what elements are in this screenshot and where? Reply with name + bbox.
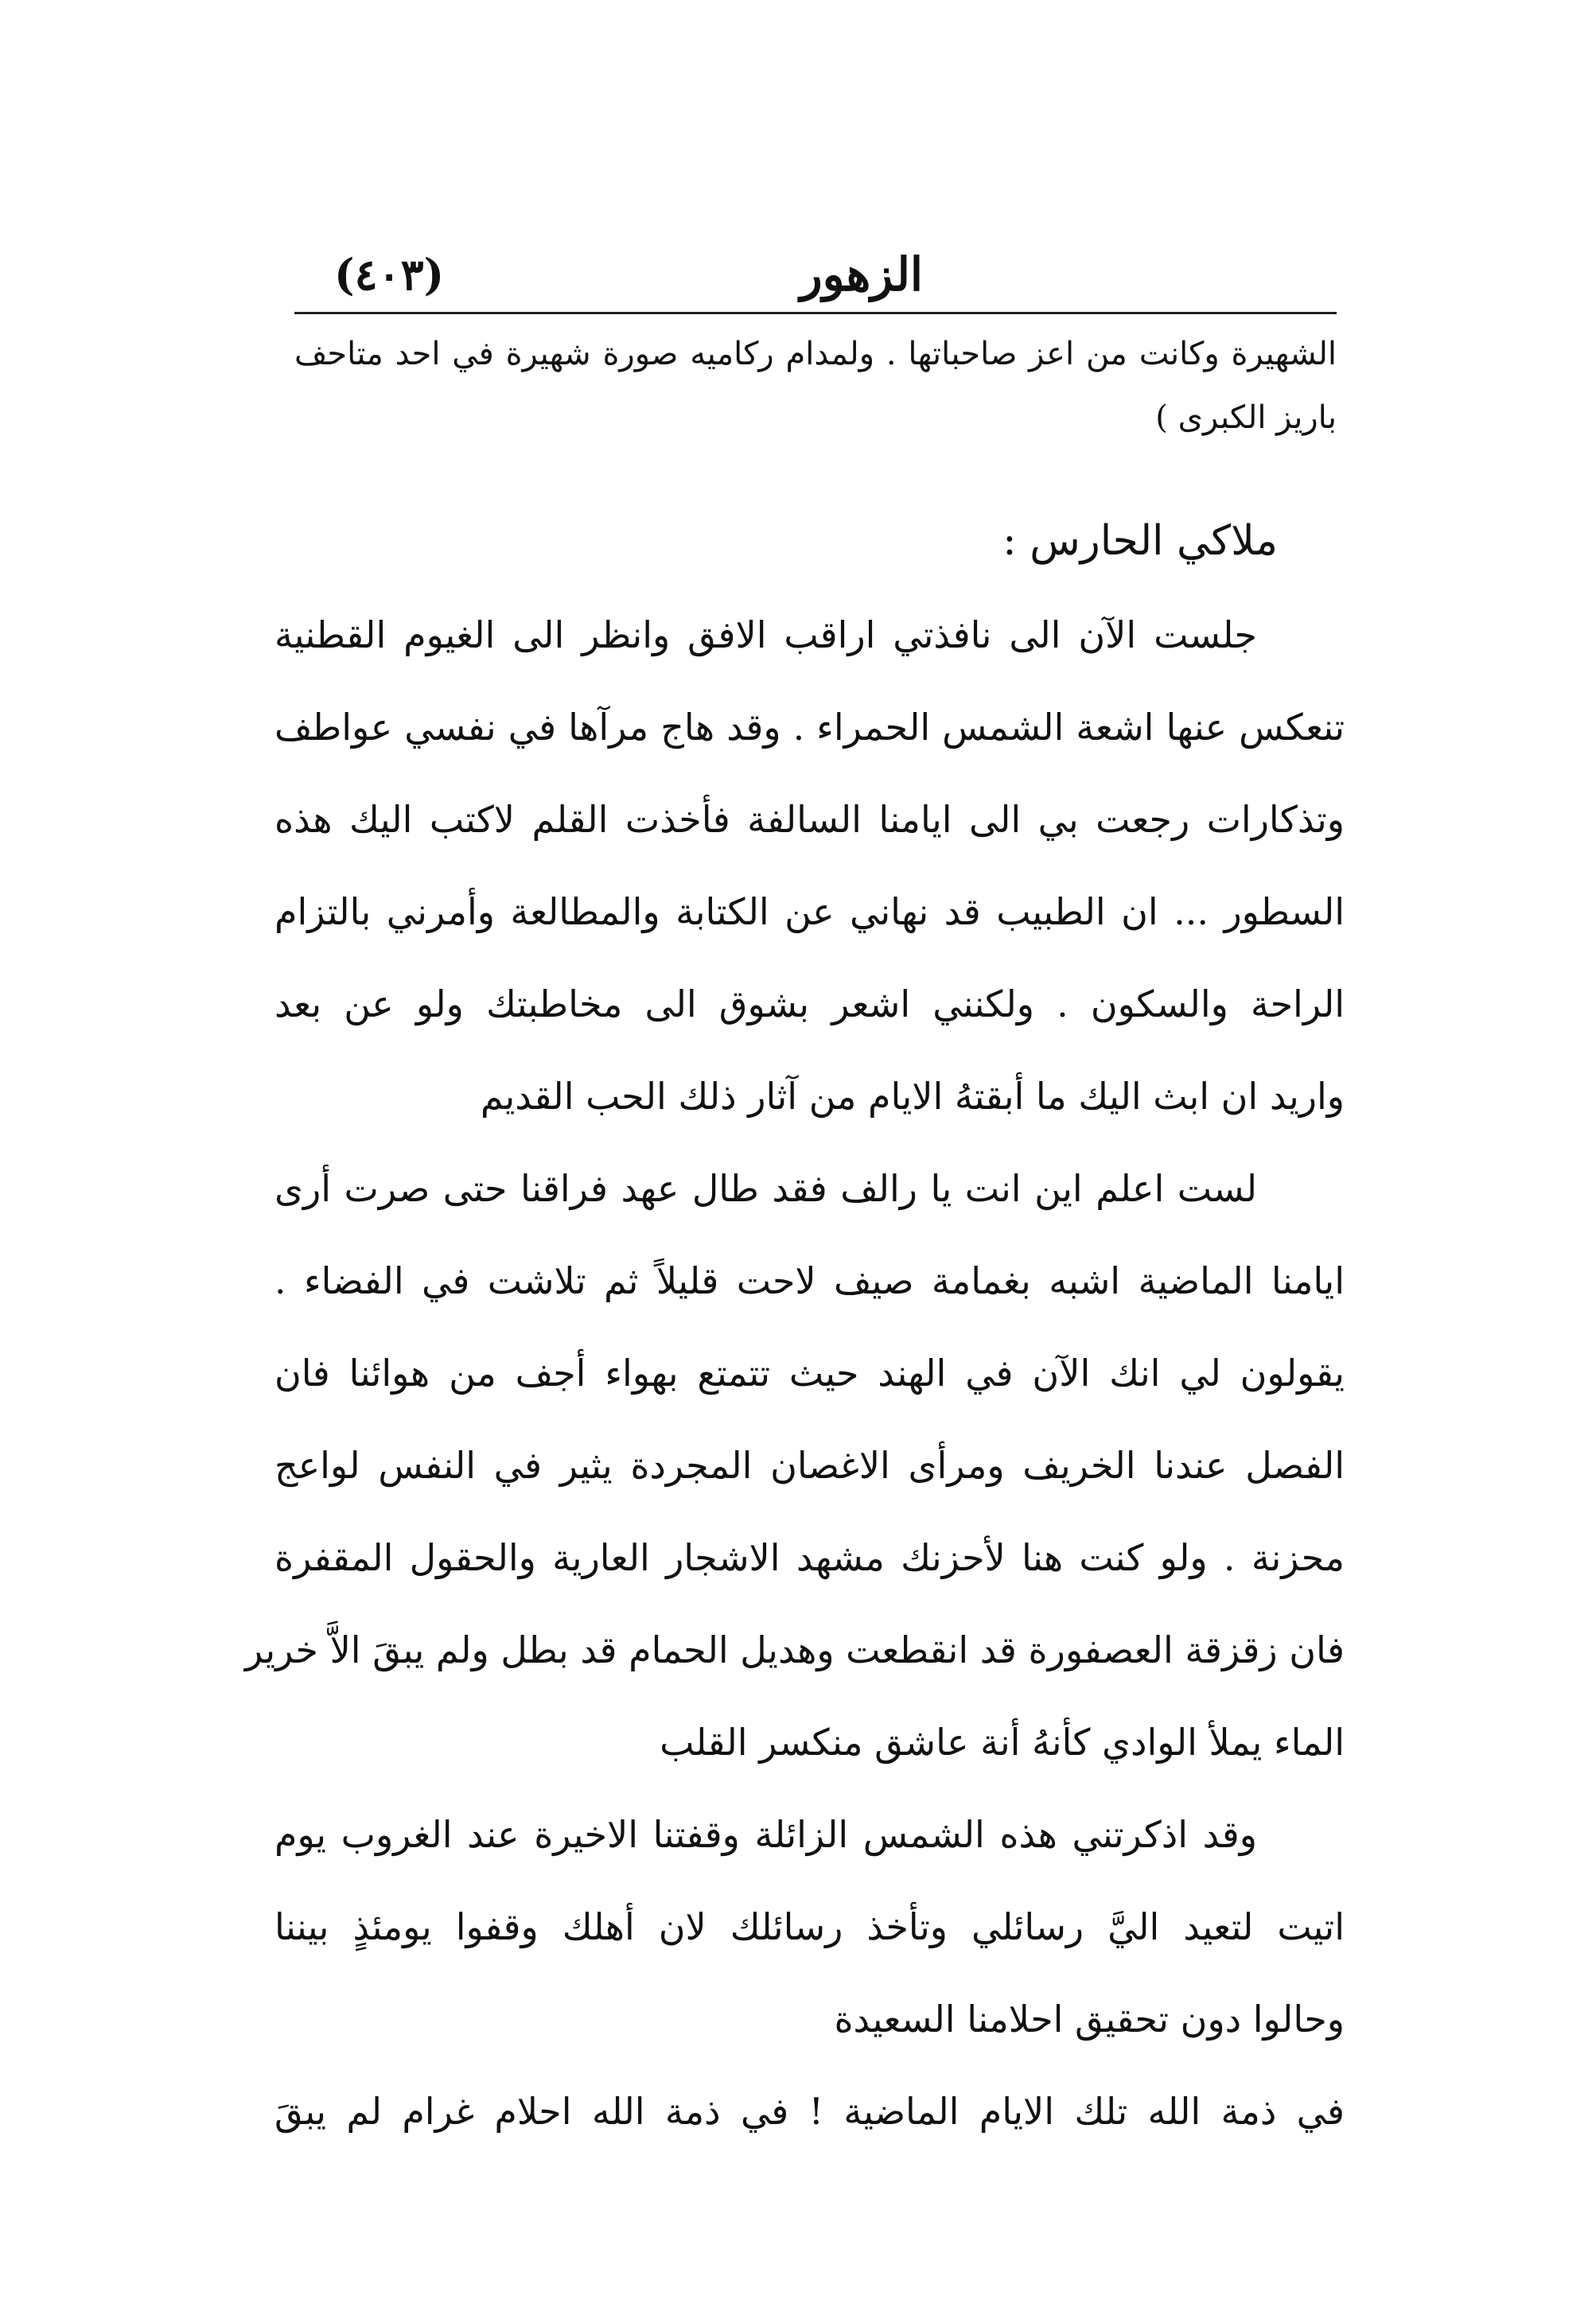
text-line: الماء يملأ الوادي كأنهُ أنة عاشق منكسر القلب [660, 1721, 1345, 1764]
section-heading: ملاكي الحارس : [1002, 517, 1278, 565]
paragraph [274, 1788, 1345, 2065]
text-line: يقولون لي انك الآن في الهند حيث تتمتع بهواء أجف من هوائنا فان [274, 1352, 1345, 1395]
footnote [294, 322, 1337, 449]
text-line: جلست الآن الى نافذتي اراقب الافق وانظر الى الغيوم القطنية [274, 613, 1257, 656]
body-text [244, 589, 1345, 2157]
text-line: واريد ان ابث اليك ما أبقتهُ الايام من آثار ذلك الحب القديم [480, 1075, 1345, 1118]
paragraph [274, 2065, 1345, 2157]
paragraph [244, 1142, 1345, 1788]
text-line: فان زقزقة العصفورة قد انقطعت وهديل الحمام قد بطل ولم يبقَ الاَّ خرير [244, 1628, 1345, 1671]
header-rule [294, 312, 1337, 314]
text-line: محزنة . ولو كنت هنا لأحزنك مشهد الاشجار العارية والحقول المقفرة [274, 1536, 1345, 1579]
text-line: وتذكارات رجعت بي الى ايامنا السالفة فأخذت القلم لاكتب اليك هذه [274, 798, 1345, 841]
text-line: اتيت لتعيد اليَّ رسائلي وتأخذ رسائلك لان أهلك وقفوا يومئذٍ بيننا [274, 1905, 1345, 1948]
page-number: (٤٠٣) [334, 249, 445, 300]
paragraph [274, 589, 1345, 1142]
text-line: لست اعلم اين انت يا رالف فقد طال عهد فراقنا حتى صرت أرى [274, 1167, 1257, 1210]
text-line: الفصل عندنا الخريف ومرأى الاغصان المجردة يثير في النفس لواعج [274, 1444, 1345, 1487]
page-header [294, 239, 1337, 310]
footnote-line: باريز الكبرى ) [1155, 399, 1337, 436]
footnote-line: الشهيرة وكانت من اعز صاحباتها . ولمدام ركاميه صورة شهيرة في احد متاحف [294, 336, 1337, 372]
text-line: ايامنا الماضية اشبه بغمامة صيف لاحت قليلاً ثم تلاشت في الفضاء . [274, 1259, 1345, 1302]
text-line: في ذمة الله تلك الايام الماضية ! في ذمة الله احلام غرام لم يبقَ [274, 2090, 1345, 2133]
text-line: تنعكس عنها اشعة الشمس الحمراء . وقد هاج مرآها في نفسي عواطف [274, 706, 1345, 749]
text-line: وقد اذكرتني هذه الشمس الزائلة وقفتنا الاخيرة عند الغروب يوم [274, 1813, 1257, 1856]
text-line: الراحة والسكون . ولكنني اشعر بشوق الى مخاطبتك ولو عن بعد [274, 982, 1345, 1025]
text-line: وحالوا دون تحقيق احلامنا السعيدة [834, 1998, 1345, 2041]
text-line: السطور ... ان الطبيب قد نهاني عن الكتابة والمطالعة وأمرني بالتزام [274, 890, 1345, 933]
running-title: الزهور [800, 247, 923, 302]
